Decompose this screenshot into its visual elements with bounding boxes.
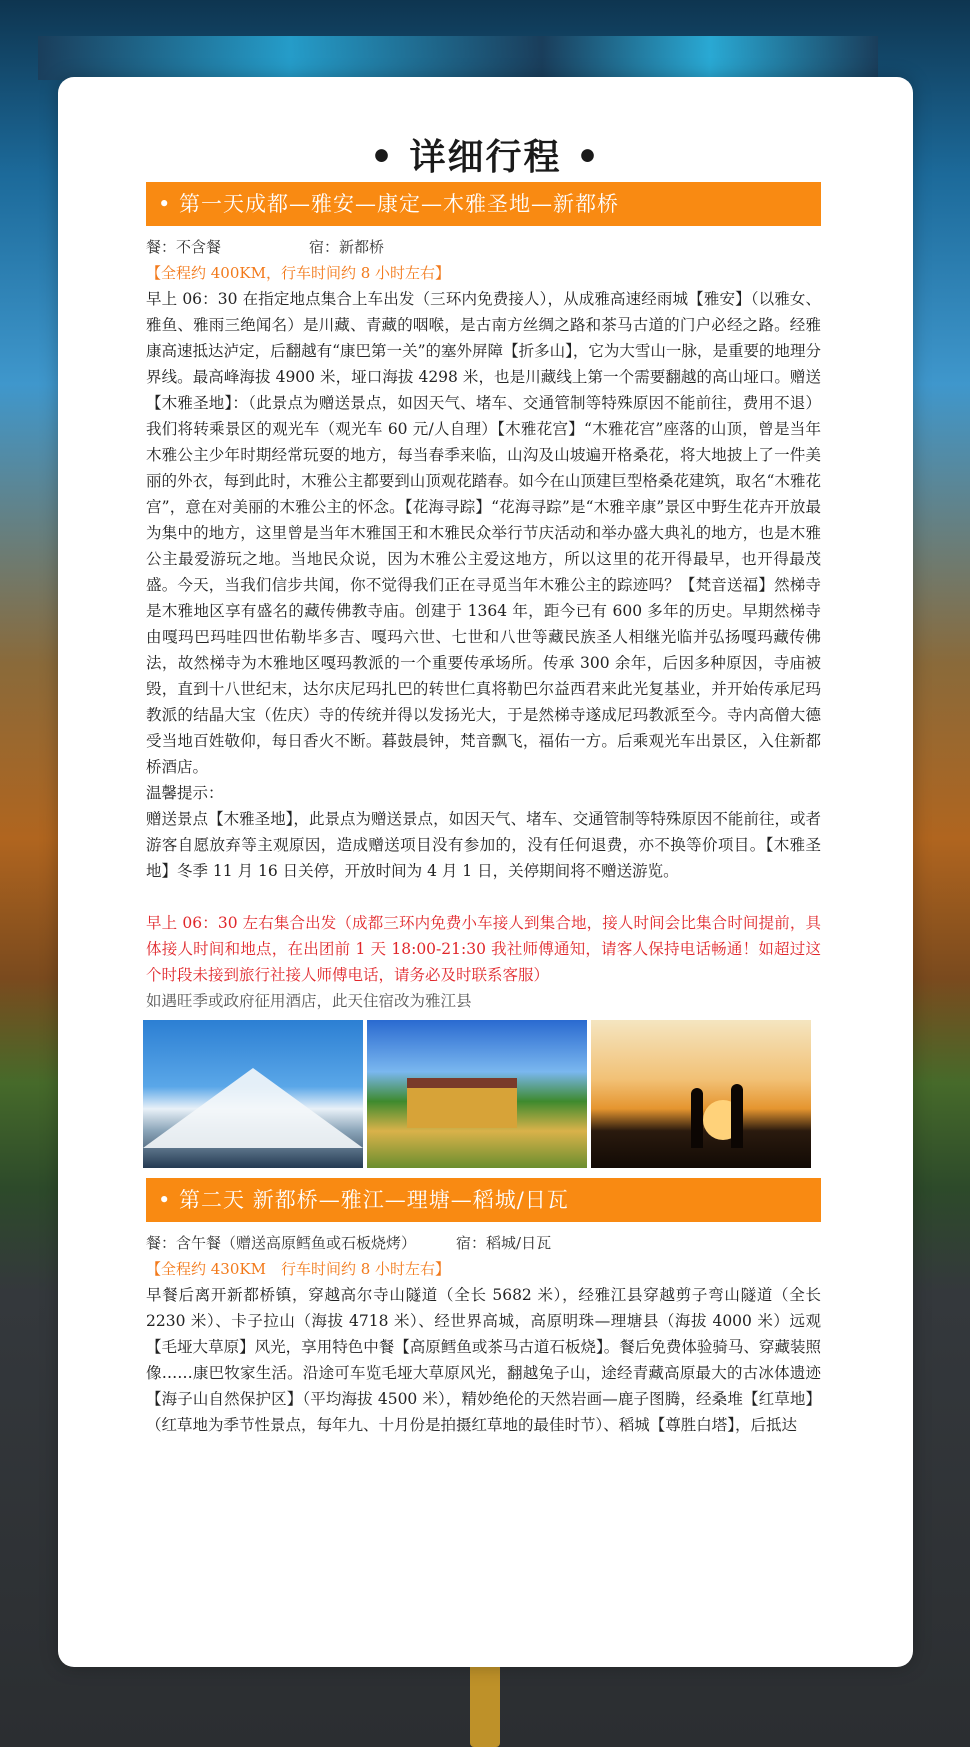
itinerary-card	[58, 77, 913, 1667]
day1-tip-title: 温馨提示：	[146, 784, 224, 802]
day1-lodging-note: 如遇旺季或政府征用酒店，此天住宿改为雅江县	[146, 992, 472, 1010]
road-marking	[470, 1657, 500, 1747]
snow-mountain-photo	[143, 1020, 363, 1168]
silhouette-figure-left	[691, 1088, 703, 1148]
day2-header: • 第二天 新都桥—雅江—理塘—稻城/日瓦	[146, 1178, 821, 1222]
day2-lodging: 宿：稻城/日瓦	[456, 1234, 552, 1252]
sunset-silhouette-photo	[591, 1020, 811, 1168]
day2-meals-lodging	[146, 1230, 821, 1256]
day1-tip-body: 赠送景点【木雅圣地】，此景点为赠送景点，如因天气、堵车、交通管制等特殊原因不能前往，或者游客自愿放弃等主观原因，造成赠送项目没有参加的，没有任何退费，亦不换等价项目。【木雅圣地】冬季 11 月 16 日关停，开放时间为 4 月 1 日，关停期间将不赠送游览。	[146, 810, 821, 880]
day2-description: 早餐后离开新都桥镇，穿越高尔寺山隧道（全长 5682 米），经雅江县穿越剪子弯山隧道（全长 2230 米）、卡子拉山（海拔 4718 米）、经世界高城，高原明珠—理塘县（海拔 4000 米）远观【毛垭大草原】风光，享用特色中餐【高原鳕鱼或茶马古道石板烧】。餐后免费体验骑马、穿藏装照像……康巴牧家生活。沿途可车览毛垭大草原风光，翻越兔子山，途经青藏高原最大的古冰体遗迹【海子山自然保护区】（平均海拔 4500 米），精妙绝伦的天然岩画—鹿子图腾，经桑堆【红草地】（红草地为季节性景点，每年九、十月份是拍摄红草地的最佳时节）、稻城【尊胜白塔】，后抵达	[146, 1286, 821, 1434]
silhouette-figure-right	[731, 1084, 743, 1148]
itinerary-content	[146, 182, 821, 1438]
tibetan-house-photo	[367, 1020, 587, 1168]
snow-peak-shape	[143, 1068, 363, 1148]
day1-meals: 餐：不含餐	[146, 238, 222, 256]
page-title: • 详细行程 •	[369, 136, 602, 178]
day2-meals: 餐：含午餐（赠送高原鳕鱼或石板烧烤）	[146, 1234, 417, 1252]
day1-header: • 第一天成都—雅安—康定—木雅圣地—新都桥	[146, 182, 821, 226]
day1-meals-lodging	[146, 234, 821, 260]
background-title-strip	[38, 36, 878, 80]
day1-distance: 【全程约 400KM，行车时间约 8 小时左右】	[146, 264, 451, 282]
day1-lodging: 宿：新都桥	[309, 238, 385, 256]
day1-pickup-notice: 早上 06：30 左右集合出发（成都三环内免费小车接人到集合地，接人时间会比集合时间提前，具体接人时间和地点，在出团前 1 天 18:00-21:30 我社师傅通知，请客人保持电话畅通！如超过这个时段未接到旅行社接人师傅电话，请务必及时联系客服）	[146, 914, 821, 984]
day1-description: 早上 06：30 在指定地点集合上车出发（三环内免费接人），从成雅高速经雨城【雅安】（以雅女、雅鱼、雅雨三绝闻名）是川藏、青藏的咽喉，是古南方丝绸之路和茶马古道的门户必经之路。经雅康高速抵达泸定，后翻越有“康巴第一关”的塞外屏障【折多山】，它为大雪山一脉，是重要的地理分界线。最高峰海拔 4900 米，垭口海拔 4298 米，也是川藏线上第一个需要翻越的高山垭口。赠送【木雅圣地】：（此景点为赠送景点，如因天气、堵车、交通管制等特殊原因不能前往，费用不退）我们将转乘景区的观光车（观光车 60 元/人自理）【木雅花宫】“木雅花宫”座落的山顶，曾是当年木雅公主少年时期经常玩耍的地方，每当春季来临，山沟及山坡遍开格桑花，将大地披上了一件美丽的外衣，每到此时，木雅公主都要到山顶观花踏春。如今在山顶建巨型格桑花建筑，取名“木雅花宫”，意在对美丽的木雅公主的怀念。【花海寻踪】“花海寻踪”是“木雅辛康”景区中野生花卉开放最为集中的地方，这里曾是当年木雅国王和木雅民众举行节庆活动和举办盛大典礼的地方，也是木雅公主最爱游玩之地。当地民众说，因为木雅公主爱这地方，所以这里的花开得最早，也开得最茂盛。今天，当我们信步共闻，你不觉得我们正在寻觅当年木雅公主的踪迹吗？【梵音送福】然梯寺是木雅地区享有盛名的藏传佛教寺庙。创建于 1364 年，距今已有 600 多年的历史。早期然梯寺由嘎玛巴玛哇四世佑勒毕多吉、嘎玛六世、七世和八世等藏民族圣人相继光临并弘扬嘎玛藏传佛法，故然梯寺为木雅地区嘎玛教派的一个重要传承场所。传承 300 余年，后因多种原因，寺庙被毁，直到十八世纪末，达尔庆尼玛扎巴的转世仁真将勒巴尔益西君来此光复基业，并开始传承尼玛教派的结晶大宝（佐庆）寺的传统并得以发扬光大，于是然梯寺遂成尼玛教派至今。寺内高僧大德受当地百姓敬仰，每日香火不断。暮鼓晨钟，梵音飘飞，福佑一方。后乘观光车出景区，入住新都桥酒店。	[146, 290, 821, 776]
day1-photo-strip	[143, 1020, 811, 1168]
house-shape	[407, 1078, 517, 1128]
day2-distance: 【全程约 430KM 行车时间约 8 小时左右】	[146, 1260, 451, 1278]
